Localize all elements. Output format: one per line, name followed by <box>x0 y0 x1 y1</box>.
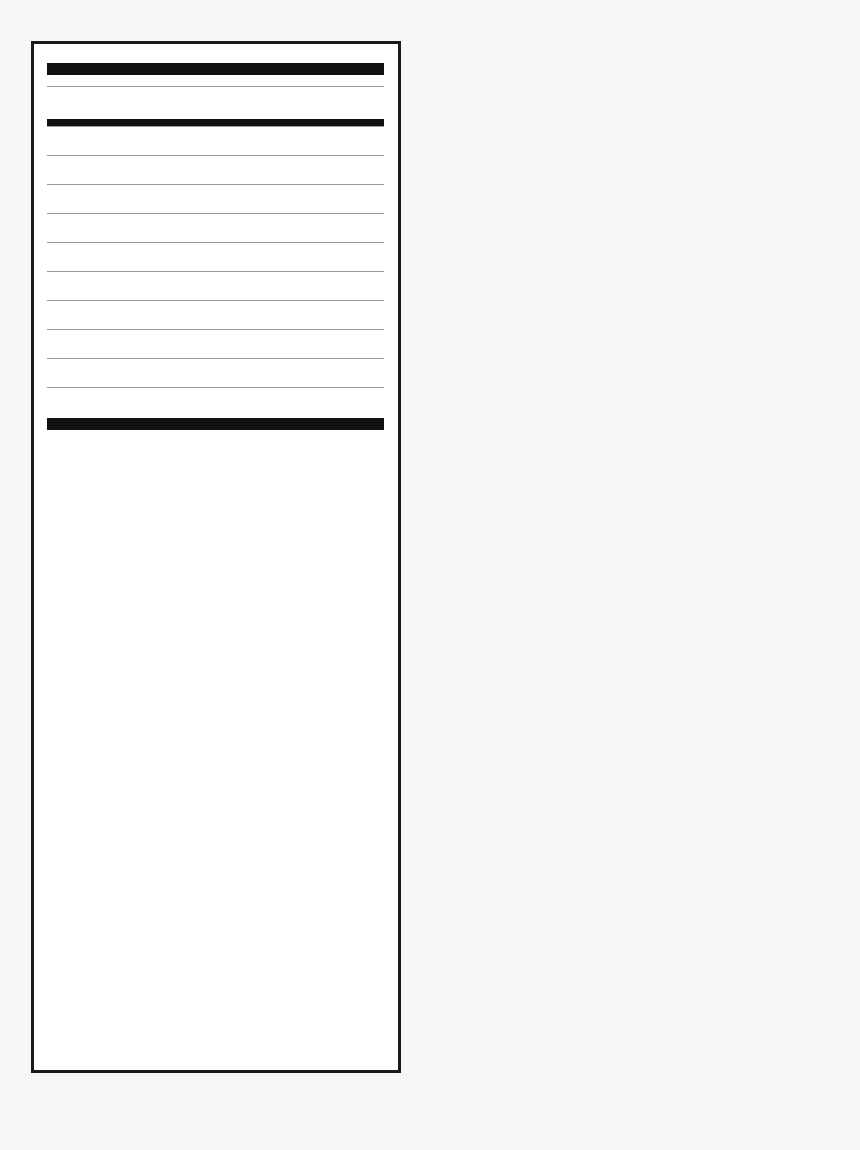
nutrient-row-potassium <box>47 272 384 301</box>
nutrient-row-saturated-fat <box>47 156 384 185</box>
thick-divider <box>47 418 384 430</box>
medium-divider <box>47 119 384 126</box>
suggested-use-section <box>428 168 848 201</box>
thick-divider <box>47 63 384 75</box>
calories-row <box>47 87 384 115</box>
product-info <box>428 112 848 201</box>
nutrient-row-trans-fat <box>47 185 384 214</box>
nutrient-row-dietary-fiber <box>47 330 384 359</box>
nutrient-row-sugars <box>47 359 384 388</box>
nutrient-row-protein <box>47 388 384 416</box>
nutrition-facts-label <box>31 41 401 1073</box>
nutrient-row-sodium <box>47 243 384 272</box>
nutrient-row-total-carbohydrate <box>47 301 384 330</box>
nutrient-row-cholesterol <box>47 214 384 243</box>
nutrient-row-total-fat <box>47 127 384 156</box>
